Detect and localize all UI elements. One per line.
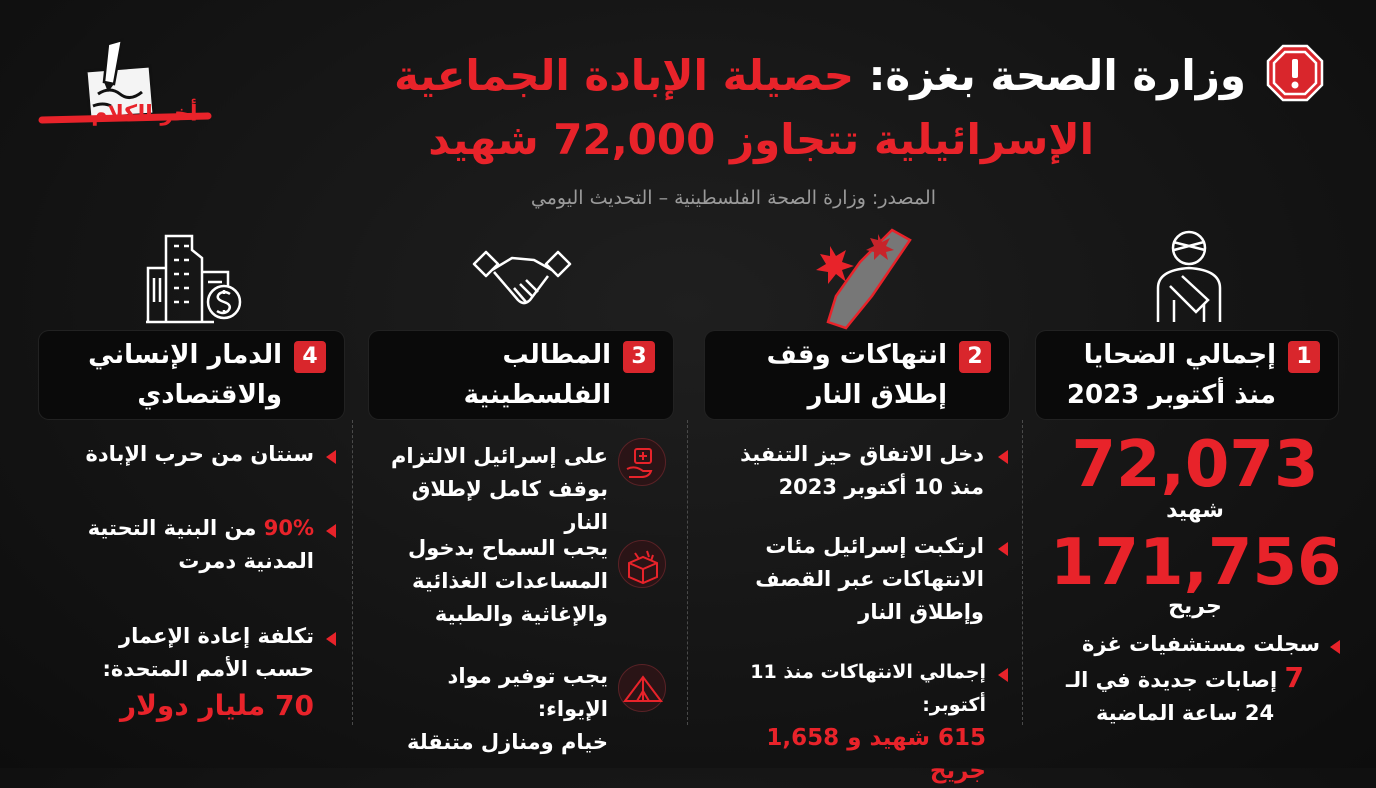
bullet-arrow-icon [326, 450, 336, 464]
gaza-map-explosion-icon [812, 226, 912, 334]
bullet-arrow-icon [326, 524, 336, 538]
column-4-title-line-2: والاقتصادي [137, 380, 282, 410]
column-1-title-line-1: إجمالي الضحايا [1083, 340, 1276, 370]
column-2-title [715, 335, 947, 415]
list-item-line: والإغاثية والطبية [434, 602, 608, 626]
list-item-line: تكلفة إعادة الإعمار [119, 624, 314, 648]
title-red-part: حصيلة الإبادة الجماعية [394, 51, 854, 100]
new-injuries-number: 7 [1284, 661, 1304, 694]
alert-icon [1266, 44, 1324, 102]
column-4-title-line-1: الدمار الإنساني [88, 340, 282, 370]
column-4-title [49, 335, 282, 415]
list-item-line: على إسرائيل الالتزام [390, 444, 608, 468]
list-item-text: من البنية التحتية [87, 516, 257, 540]
bullet-arrow-icon [998, 450, 1008, 464]
aid-box-icon [618, 540, 666, 588]
list-item-line: حسب الأمم المتحدة: [102, 657, 314, 681]
list-item [712, 438, 1008, 504]
list-item-line: سنتان من حرب الإبادة [85, 442, 314, 466]
note-line-1: سجلت مستشفيات غزة [1081, 632, 1320, 656]
list-item-line: بوقف كامل لإطلاق النار [411, 477, 608, 534]
reconstruction-cost: 70 مليار دولار [119, 689, 314, 722]
list-item-line: يجب توفير مواد الإيواء: [447, 664, 608, 721]
column-3-title-line-2: الفلسطينية [463, 380, 611, 410]
martyrs-count: 72,073 [1071, 428, 1319, 502]
handshake-icon [472, 248, 572, 318]
list-item-line: الانتهاكات عبر القصف [755, 567, 984, 591]
source-note: المصدر: وزارة الصحة الفلسطينية – التحديث اليومي [530, 187, 936, 209]
bullet-arrow-icon [998, 668, 1008, 682]
list-item-line: المساعدات الغذائية [412, 569, 608, 593]
note-line-2 [1050, 661, 1320, 697]
list-item-line: ارتكبت إسرائيل مئات [765, 534, 984, 558]
list-item-line: منذ 10 أكتوبر 2023 [778, 475, 984, 499]
column-3-title-line-1: المطالب [502, 340, 611, 370]
column-3-title [379, 335, 611, 415]
list-item [376, 440, 608, 539]
violations-totals: 615 شهيد و 1,658 جريح [766, 725, 986, 784]
list-item-line: إجمالي الانتهاكات منذ 11 أكتوبر: [750, 661, 986, 716]
injured-person-icon [1150, 226, 1228, 328]
list-item-line [50, 512, 314, 545]
list-item-line: يجب السماح بدخول [408, 536, 608, 560]
note-line-3: 24 ساعة الماضية [1095, 701, 1275, 725]
list-item [376, 660, 608, 759]
site-logo [38, 36, 213, 131]
bullet-arrow-icon [998, 542, 1008, 556]
page-title-line-2: الإسرائيلية تتجاوز 72,000 شهيد [428, 115, 1094, 164]
column-3-number: 3 [623, 341, 655, 373]
column-1-number: 1 [1288, 341, 1320, 373]
column-divider [687, 420, 688, 725]
martyrs-label: شهيد [1166, 498, 1224, 523]
page-title-line-1 [246, 44, 1246, 108]
tent-icon [618, 664, 666, 712]
list-item-line: وإطلاق النار [858, 600, 984, 624]
title-white-part: وزارة الصحة بغزة: [868, 51, 1246, 100]
column-divider [1022, 420, 1023, 725]
column-4-number: 4 [294, 341, 326, 373]
column-4-header [39, 331, 344, 419]
list-item [708, 656, 1008, 788]
hand-aid-icon [618, 438, 666, 486]
list-item-line: خيام ومنازل متنقلة [407, 730, 608, 754]
list-item [376, 532, 608, 631]
column-1-title-line-2: منذ أكتوبر 2023 [1066, 380, 1276, 410]
bullet-arrow-icon [1330, 640, 1340, 654]
column-1-header [1036, 331, 1338, 419]
list-item [712, 530, 1008, 629]
bullet-arrow-icon [326, 632, 336, 646]
column-2-title-line-2: إطلاق النار [807, 380, 947, 410]
buildings-money-icon [144, 232, 244, 328]
list-item [50, 512, 336, 578]
injured-label: جريح [1168, 594, 1222, 619]
column-2-title-line-1: انتهاكات وقف [766, 340, 947, 370]
list-item-line: المدنية دمرت [178, 549, 314, 573]
column-divider [352, 420, 353, 725]
column-3-header [369, 331, 673, 419]
column-2-number: 2 [959, 341, 991, 373]
injured-count: 171,756 [1050, 526, 1342, 600]
column-1-title [1046, 335, 1276, 415]
logo-text: أخر الكلام [91, 101, 198, 127]
column-2-header [705, 331, 1009, 419]
destruction-percent: 90% [263, 516, 314, 540]
note-line-2-text: إصابات جديدة في الـ [1066, 668, 1278, 692]
new-injuries-note [1050, 628, 1340, 730]
list-item [50, 438, 336, 471]
list-item-line: دخل الاتفاق حيز التنفيذ [740, 442, 984, 466]
list-item [50, 620, 336, 726]
